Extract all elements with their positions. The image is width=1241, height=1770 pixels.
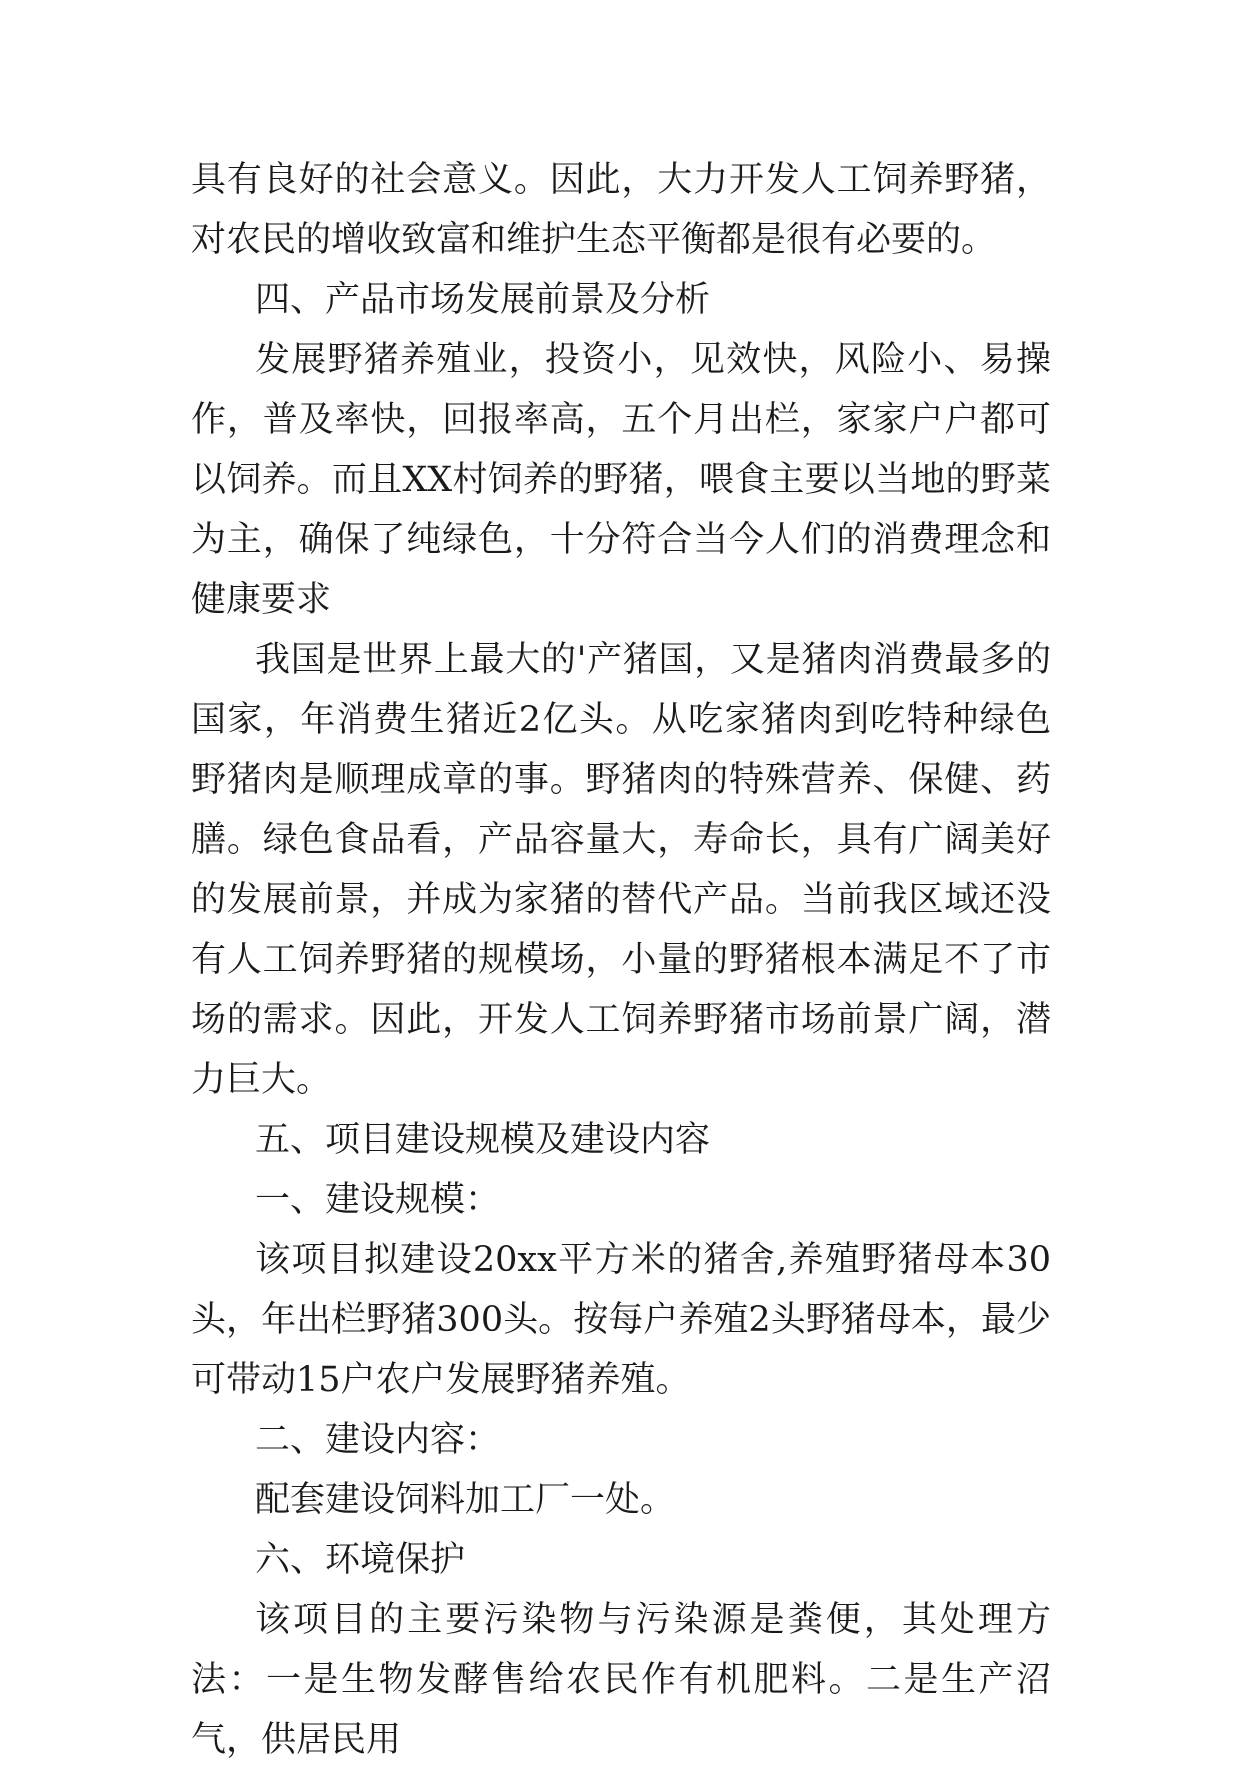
paragraph-breeding-advantages: 发展野猪养殖业，投资小，见效快，风险小、易操作，普及率快，回报率高，五个月出栏，家家户户都可以饲养。而且XX村饲养的野猪，喂食主要以当地的野菜为主，确保了纯绿色，十分符合当今人们的消费理念和健康要求: [191, 340, 1051, 620]
subheading-construction-scale: 一、建设规模：: [255, 1180, 501, 1220]
paragraph-environment: 该项目的主要污染物与污染源是粪便，其处理方法：一是生物发酵售给农民作有机肥料。二是生产沼气，供居民用: [191, 1600, 1051, 1760]
paragraph-continuation: 具有良好的社会意义。因此，大力开发人工饲养野猪，对农民的增收致富和维护生态平衡都是很有必要的。: [191, 160, 1051, 260]
paragraph-market-analysis: 我国是世界上最大的'产猪国，又是猪肉消费最多的国家，年消费生猪近2亿头。从吃家猪肉到吃特种绿色野猪肉是顺理成章的事。野猪肉的特殊营养、保健、药膳。绿色食品看，产品容量大，寿命长，具有广阔美好的发展前景，并成为家猪的替代产品。当前我区域还没有人工饲养野猪的规模场，小量的野猪根本满足不了市场的需求。因此，开发人工饲养野猪市场前景广阔，潜力巨大。: [191, 640, 1051, 1100]
document-body: [191, 150, 1051, 1770]
paragraph-construction-scale: 该项目拟建设20xx平方米的猪舍,养殖野猪母本30头，年出栏野猪300头。按每户养殖2头野猪母本，最少可带动15户农户发展野猪养殖。: [191, 1240, 1051, 1400]
section-heading-market-prospects: 四、产品市场发展前景及分析: [255, 280, 711, 320]
subheading-construction-content: 二、建设内容：: [255, 1420, 501, 1460]
paragraph-construction-content: 配套建设饲料加工厂一处。: [255, 1480, 676, 1520]
section-heading-environment: 六、环境保护: [255, 1540, 466, 1580]
section-heading-project-scale: 五、项目建设规模及建设内容: [255, 1120, 711, 1160]
